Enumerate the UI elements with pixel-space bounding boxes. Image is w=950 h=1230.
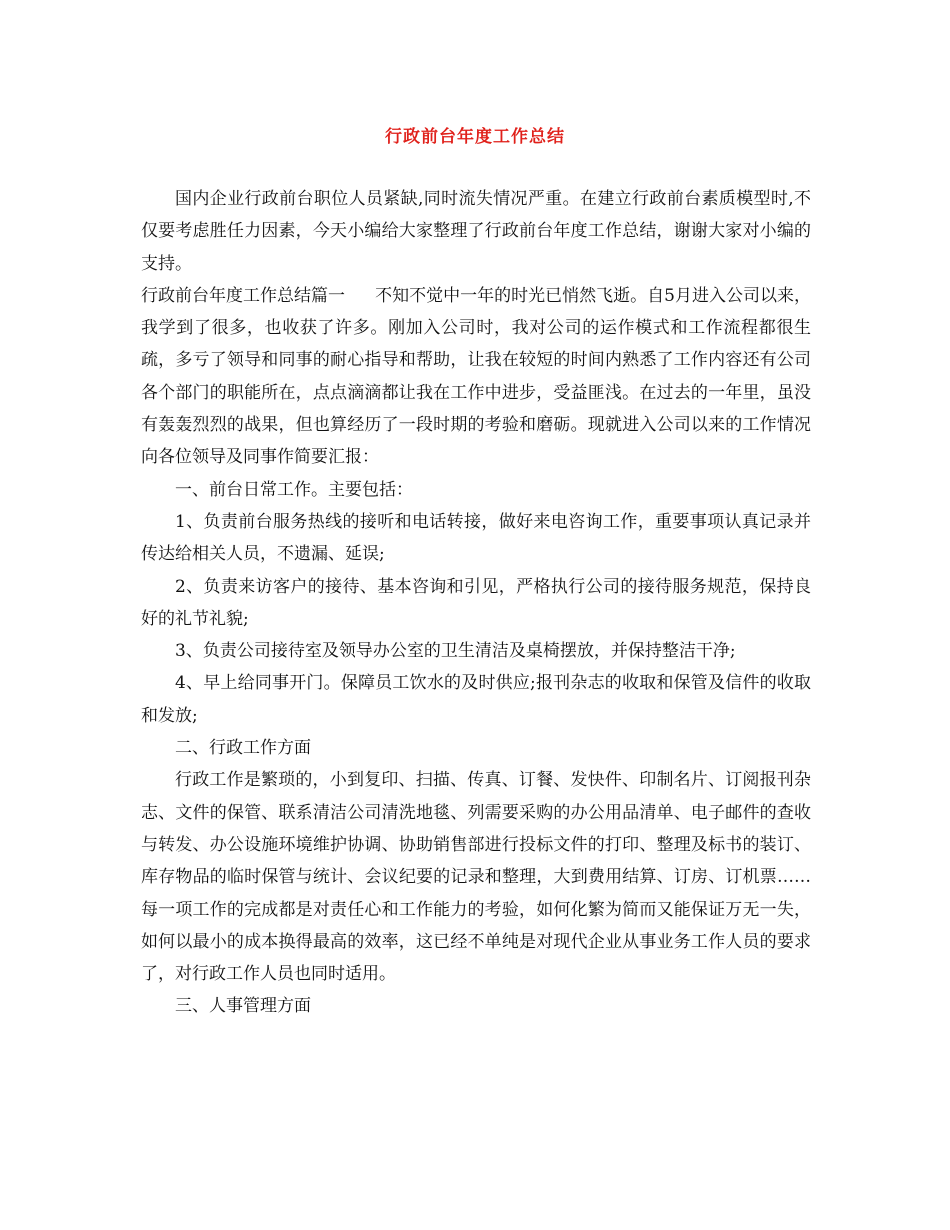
document-title: 行政前台年度工作总结: [385, 127, 565, 147]
section-2-paragraph: 行政工作是繁琐的，小到复印、扫描、传真、订餐、发快件、印制名片、订阅报刊杂志、文件的保管、联系清洁公司清洗地毯、列需要采购的办公用品清单、电子邮件的查收与转发、办公设施环境维护协调、协助销售部进行投标文件的打印、整理及标书的装订、库存物品的临时保管与统计、会议纪要的记录和整理，大到费用结算、订房、订机票……每一项工作的完成都是对责任心和工作能力的考验，如何化繁为简而又能保证万无一失，如何以最小的成本换得最高的效率，这已经不单纯是对现代企业从事业务工作人员的要求了，对行政工作人员也同时适用。: [141, 770, 811, 985]
section-1-item: 4、早上给同事开门。保障员工饮水的及时供应;报刊杂志的收取和保管及信件的收取和发放;: [141, 673, 811, 726]
document-body: [141, 183, 811, 1023]
section-1-item: 3、负责公司接待室及领导办公室的卫生清洁及桌椅摆放，并保持整洁干净;: [175, 641, 736, 662]
section-1-heading: 一、前台日常工作。主要包括：: [175, 479, 413, 500]
article-heading: 行政前台年度工作总结篇一: [141, 285, 346, 306]
intro-part-2: 今天小编给大家整理了行政前台年度工作总结，谢谢大家对小编的支持。: [141, 221, 812, 274]
section-3-heading: 三、人事管理方面: [175, 996, 311, 1017]
intro-part-1: 国内企业行政前台职位人员紧缺,同时流失情况严重。在建立行政前台素质模型时,不仅要考虑胜任力因素，: [141, 189, 811, 242]
article-intro-paragraph: [141, 280, 811, 474]
section-1-item: 2、负责来访客户的接待、基本咨询和引见，严格执行公司的接待服务规范，保持良好的礼节礼貌;: [141, 576, 811, 629]
intro-paragraph: [141, 183, 811, 280]
section-2-heading: 二、行政工作方面: [175, 738, 311, 759]
article-intro-text: 不知不觉中一年的时光已悄然飞逝。自5月进入公司以来，我学到了很多，也收获了许多。刚加入公司时，我对公司的运作模式和工作流程都很生疏，多亏了领导和同事的耐心指导和帮助，让我在较短的时间内熟悉了工作内容还有公司各个部门的职能所在，点点滴滴都让我在工作中进步，受益匪浅。在过去的一年里，虽没有轰轰烈烈的战果，但也算经历了一段时期的考验和磨砺。现就进入公司以来的工作情况向各位领导及同事作简要汇报：: [141, 285, 811, 468]
section-1-item: 1、负责前台服务热线的接听和电话转接，做好来电咨询工作，重要事项认真记录并传达给相关人员，不遗漏、延误;: [141, 511, 811, 565]
